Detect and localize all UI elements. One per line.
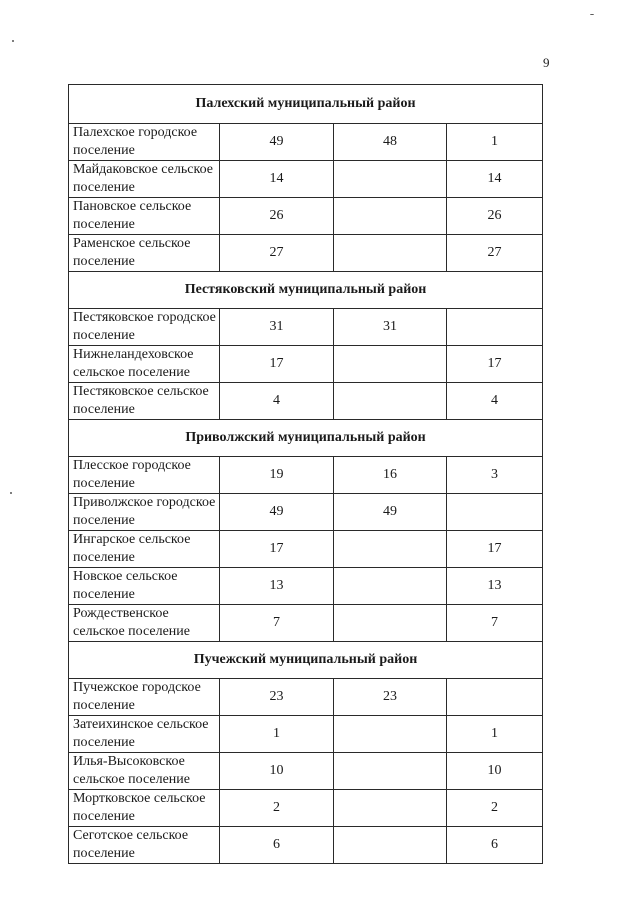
scan-speck xyxy=(590,14,594,15)
section-title: Приволжский муниципальный район xyxy=(69,420,543,457)
table-row xyxy=(69,679,543,716)
settlement-name: Нижнеландеховское сельское поселение xyxy=(69,346,220,383)
urban-value: 48 xyxy=(334,124,447,161)
urban-value xyxy=(334,198,447,235)
settlement-name: Майдаковское сельское поселение xyxy=(69,161,220,198)
page-number: 9 xyxy=(543,55,550,70)
rural-value: 27 xyxy=(447,235,543,272)
settlement-name: Палехское городское поселение xyxy=(69,124,220,161)
rural-value: 17 xyxy=(447,531,543,568)
rural-value: 6 xyxy=(447,827,543,864)
urban-value xyxy=(334,161,447,198)
total-value: 2 xyxy=(220,790,334,827)
urban-value: 49 xyxy=(334,494,447,531)
rural-value xyxy=(447,679,543,716)
urban-value xyxy=(334,753,447,790)
settlement-name: Илья-Высоковское сельское поселение xyxy=(69,753,220,790)
section-header-row xyxy=(69,85,543,124)
rural-value: 7 xyxy=(447,605,543,642)
total-value: 4 xyxy=(220,383,334,420)
total-value: 17 xyxy=(220,346,334,383)
rural-value: 26 xyxy=(447,198,543,235)
total-value: 6 xyxy=(220,827,334,864)
table-row xyxy=(69,753,543,790)
rural-value: 2 xyxy=(447,790,543,827)
urban-value: 23 xyxy=(334,679,447,716)
urban-value: 31 xyxy=(334,309,447,346)
table-row xyxy=(69,235,543,272)
urban-value xyxy=(334,235,447,272)
total-value: 7 xyxy=(220,605,334,642)
settlement-name: Мортковское сельское поселение xyxy=(69,790,220,827)
total-value: 10 xyxy=(220,753,334,790)
settlement-name: Ингарское сельское поселение xyxy=(69,531,220,568)
scan-speck xyxy=(10,492,12,494)
settlement-name: Пестяковское городское поселение xyxy=(69,309,220,346)
total-value: 17 xyxy=(220,531,334,568)
rural-value: 14 xyxy=(447,161,543,198)
settlement-name: Пановское сельское поселение xyxy=(69,198,220,235)
total-value: 19 xyxy=(220,457,334,494)
settlement-name: Приволжское городское поселение xyxy=(69,494,220,531)
settlement-name: Затеихинское сельское поселение xyxy=(69,716,220,753)
urban-value xyxy=(334,531,447,568)
section-title: Пучежский муниципальный район xyxy=(69,642,543,679)
table-row xyxy=(69,494,543,531)
table-row xyxy=(69,790,543,827)
settlement-name: Новское сельское поселение xyxy=(69,568,220,605)
urban-value: 16 xyxy=(334,457,447,494)
settlement-name: Рождественское сельское поселение xyxy=(69,605,220,642)
rural-value: 13 xyxy=(447,568,543,605)
total-value: 26 xyxy=(220,198,334,235)
table-row xyxy=(69,161,543,198)
section-header-row xyxy=(69,420,543,457)
urban-value xyxy=(334,827,447,864)
urban-value xyxy=(334,605,447,642)
table-row xyxy=(69,383,543,420)
rural-value: 10 xyxy=(447,753,543,790)
total-value: 49 xyxy=(220,124,334,161)
table-body xyxy=(69,85,543,864)
table-row xyxy=(69,605,543,642)
total-value: 49 xyxy=(220,494,334,531)
table-row xyxy=(69,531,543,568)
municipal-table xyxy=(68,84,543,864)
table-row xyxy=(69,716,543,753)
settlement-name: Плесское городское поселение xyxy=(69,457,220,494)
rural-value: 1 xyxy=(447,124,543,161)
section-header-row xyxy=(69,272,543,309)
urban-value xyxy=(334,790,447,827)
rural-value: 4 xyxy=(447,383,543,420)
table-row xyxy=(69,309,543,346)
rural-value xyxy=(447,494,543,531)
total-value: 23 xyxy=(220,679,334,716)
rural-value xyxy=(447,309,543,346)
table-row xyxy=(69,124,543,161)
section-header-row xyxy=(69,642,543,679)
table-row xyxy=(69,346,543,383)
section-title: Пестяковский муниципальный район xyxy=(69,272,543,309)
rural-value: 3 xyxy=(447,457,543,494)
settlement-name: Пестяковское сельское поселение xyxy=(69,383,220,420)
urban-value xyxy=(334,346,447,383)
settlement-name: Раменское сельское поселение xyxy=(69,235,220,272)
settlement-name: Пучежское городское поселение xyxy=(69,679,220,716)
table-row xyxy=(69,198,543,235)
section-title: Палехский муниципальный район xyxy=(69,85,543,124)
table-row xyxy=(69,568,543,605)
urban-value xyxy=(334,383,447,420)
urban-value xyxy=(334,716,447,753)
rural-value: 17 xyxy=(447,346,543,383)
rural-value: 1 xyxy=(447,716,543,753)
settlement-name: Сеготское сельское поселение xyxy=(69,827,220,864)
table-row xyxy=(69,827,543,864)
total-value: 13 xyxy=(220,568,334,605)
urban-value xyxy=(334,568,447,605)
table-row xyxy=(69,457,543,494)
total-value: 27 xyxy=(220,235,334,272)
total-value: 1 xyxy=(220,716,334,753)
total-value: 14 xyxy=(220,161,334,198)
scan-speck xyxy=(12,40,14,42)
total-value: 31 xyxy=(220,309,334,346)
